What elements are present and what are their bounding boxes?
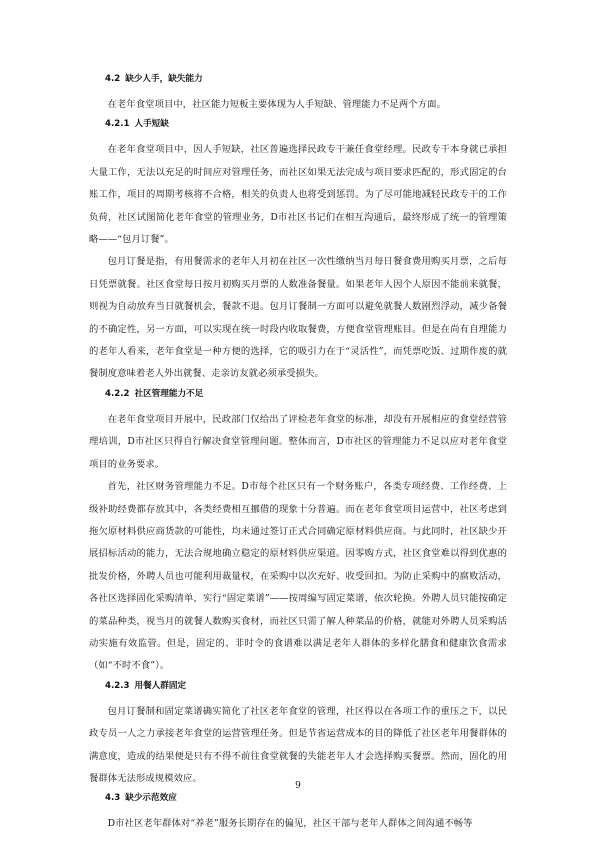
section-title: 社区管理能力不足	[134, 388, 204, 399]
paragraph: 在老年食堂项目中，因人手短缺，社区普遍选择民政专干兼任食堂经理。民政专干本身就已承担大量工作，无法以充足的时间应对管理任务，而社区如果无法完成与项目要求匹配的，形式固定的台账工作，项目的周期考核将不合格，相关的负责人也将受到惩罚。为了尽可能地减轻民政专干的工作负荷，社区试图简化老年食堂的管理业务，D市社区书记们在相互沟通后，最终形成了统一的管理策略——“包月订餐”。	[89, 144, 507, 246]
subsection-heading	[105, 678, 507, 695]
paragraph: D市社区老年群体对“养老”服务长期存在的偏见，社区干部与老年人群体之间沟通不畅等	[107, 818, 473, 830]
paragraph: 包月订餐制和固定菜谱确实简化了社区老年食堂的管理，社区得以在各项工作的重压之下，以民政专员一人之力承接老年食堂的运营管理任务。但是节省运营成本的目的降低了社区老年用餐群体的满意度，造成的结果便是只有不得不前往食堂就餐的失能老年人才会选择购买餐票。然而，固化的用餐群体无法形成规模效应。	[89, 705, 507, 784]
section-title: 缺少示范效应	[125, 793, 177, 804]
paragraph: 在老年食堂项目开展中，民政部门仅给出了评检老年食堂的标准，却没有开展相应的食堂经营管理培训，D市社区只得自行解决食堂管理问题。整体而言，D市社区的管理能力不足以应对老年食堂项目的业务要求。	[89, 413, 507, 470]
section-number: 4.3	[105, 793, 121, 804]
subsection-heading	[105, 386, 507, 403]
section-heading	[105, 71, 507, 88]
section-title: 人手短缺	[134, 119, 169, 130]
section-title: 用餐人群固定	[134, 680, 187, 691]
section-title: 缺少人手，缺失能力	[125, 74, 203, 84]
section-heading	[105, 790, 507, 807]
page-body	[89, 71, 507, 836]
page-number: 9	[295, 781, 301, 791]
section-number: 4.2.3	[105, 680, 130, 691]
section-number: 4.2	[105, 74, 121, 84]
section-number: 4.2.1	[105, 119, 130, 130]
subsection-heading	[105, 116, 507, 133]
paragraph: 包月订餐是指，有用餐需求的老年人月初在社区一次性缴纳当月每日餐食费用购买月票，之后每日凭票就餐。社区食堂每日按月初购买月票的人数准备餐量。如果老年人因个人原因不能前来就餐，则视为自动放弃当日就餐机会，餐款不退。包月订餐制一方面可以避免就餐人数剧烈浮动，减少备餐的不确定性，另一方面，可以实现在统一时段内收取餐费，方便食堂管理账目。但是在尚有自理能力的老年人看来，老年食堂是一种方便的选择，它的吸引力在于“灵活性”，而凭票吃饭、过期作废的就餐制度意味着老人外出就餐、走亲访友就必须承受损失。	[89, 256, 507, 380]
paragraph: 在老年食堂项目中，社区能力短板主要体现为人手短缺、管理能力不足两个方面。	[107, 99, 446, 110]
paragraph: 首先，社区财务管理能力不足。D市每个社区只有一个财务账户，各类专项经费、工作经费、上级补助经费都存放其中，各类经费相互挪借的现象十分普遍。而在老年食堂项目运营中，社区考虑到拖欠原材料供应商货款的可能性，均未通过签订正式合同确定原材料供应商。与此同时，社区缺少开展招标活动的能力，无法合规地确立稳定的原材料供应渠道。因零购方式，社区食堂难以得到优惠的批发价格，外聘人员也可能利用裁量权，在采购中以次充好、收受回扣。为防止采购中的腐败活动，各社区选择固化采购清单，实行“固定菜谱”——按周编写固定菜谱，依次轮换。外聘人员只能按确定的菜品种类，视当月的就餐人数购买食材，而社区只需了解人种菜品的价格，就能对外聘人员采购活动实施有效监管。但是，固定的、非时令的食谱难以满足老年人群体的多样化膳食和健康饮食需求（如“不时不食”）。	[89, 481, 507, 672]
section-number: 4.2.2	[105, 388, 130, 399]
